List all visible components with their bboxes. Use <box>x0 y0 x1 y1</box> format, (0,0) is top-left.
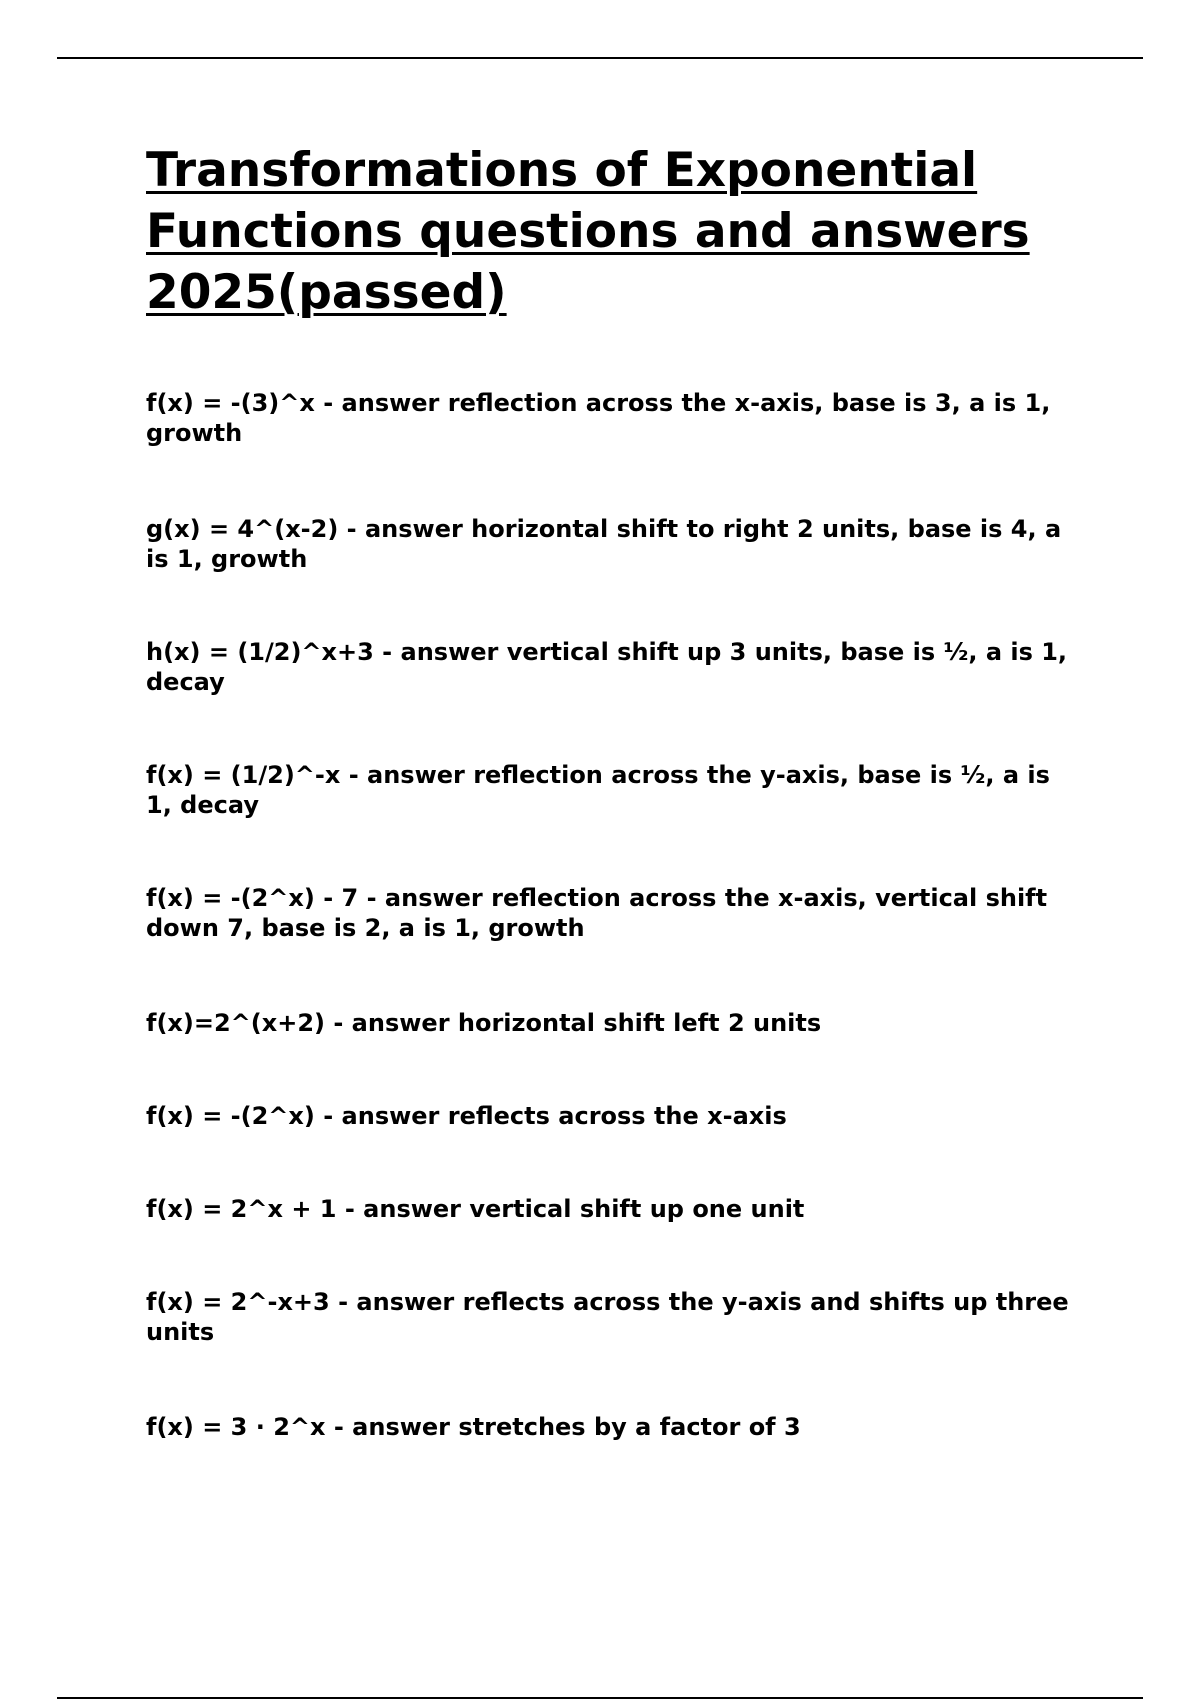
qa-item: f(x) = (1/2)^-x - answer reflection across the y-axis, base is ½, a is 1, decay <box>146 761 1050 819</box>
bottom-rule <box>57 1697 1143 1699</box>
qa-item: g(x) = 4^(x-2) - answer horizontal shift to right 2 units, base is 4, a is 1, growth <box>146 515 1062 573</box>
top-rule <box>57 57 1143 59</box>
qa-item: f(x) = -(3)^x - answer reflection across the x-axis, base is 3, a is 1, growth <box>146 389 1051 447</box>
qa-item: h(x) = (1/2)^x+3 - answer vertical shift up 3 units, base is ½, a is 1, decay <box>146 638 1068 696</box>
document-body <box>146 140 1076 1441</box>
qa-item: f(x) = 2^x + 1 - answer vertical shift up one unit <box>146 1195 805 1223</box>
qa-item: f(x) = -(2^x) - 7 - answer reflection across the x-axis, vertical shift down 7, base is 2, a is 1, growth <box>146 884 1048 942</box>
qa-item: f(x) = -(2^x) - answer reflects across the x-axis <box>146 1102 787 1130</box>
qa-item: f(x) = 2^-x+3 - answer reflects across the y-axis and shifts up three units <box>146 1288 1069 1346</box>
qa-item: f(x) = 3 · 2^x - answer stretches by a factor of 3 <box>146 1413 801 1441</box>
qa-item: f(x)=2^(x+2) - answer horizontal shift left 2 units <box>146 1009 822 1037</box>
document-title: Transformations of Exponential Functions questions and answers 2025(passed) <box>146 143 1030 320</box>
